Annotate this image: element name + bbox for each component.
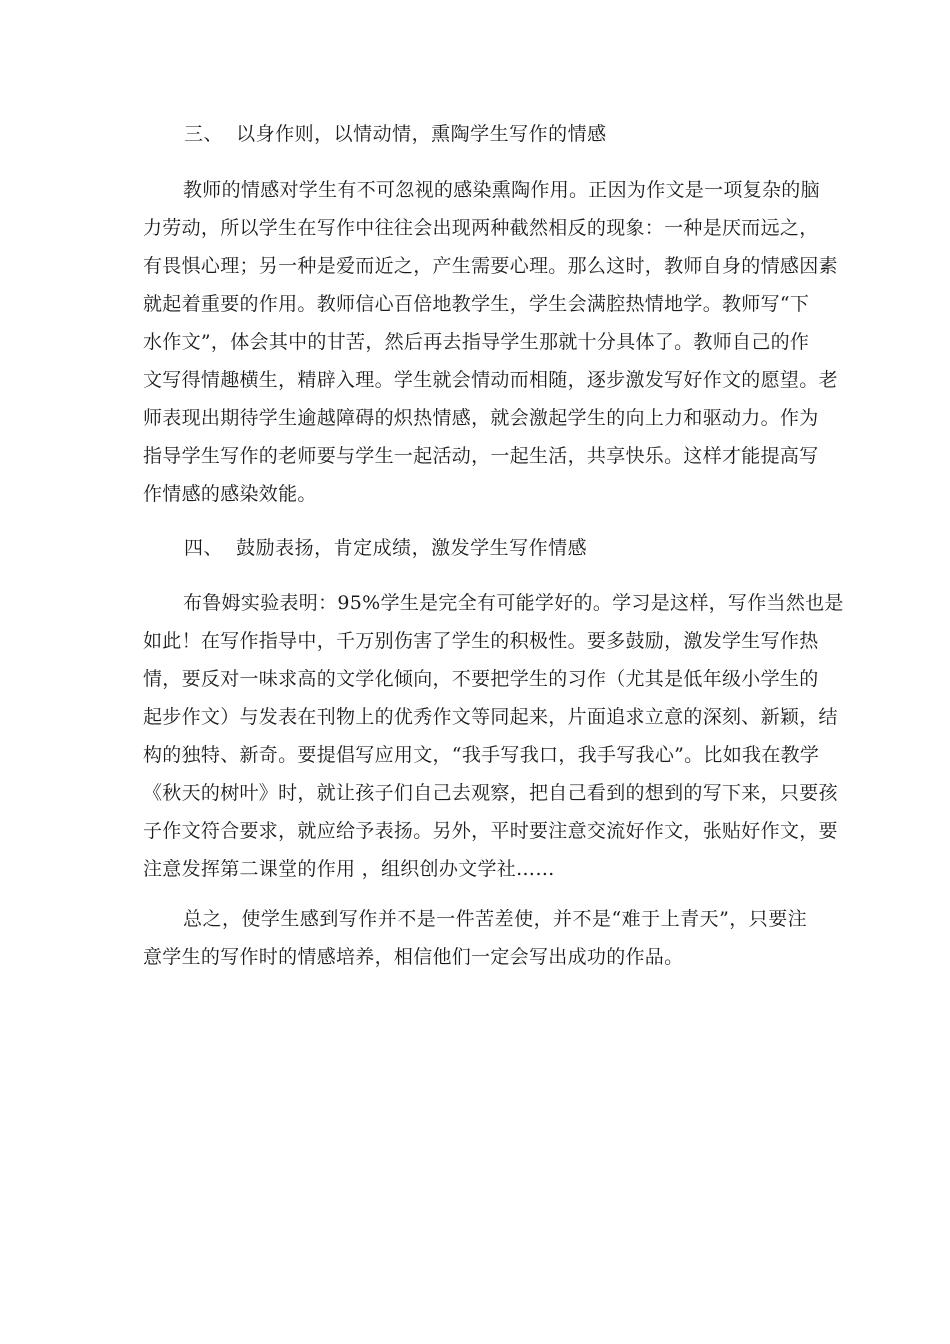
section-4-heading: 四、 鼓励表扬，肯定成绩，激发学生写作情感 (184, 537, 588, 559)
paragraph-line: 就起着重要的作用。教师信心百倍地教学生，学生会满腔热情地学。教师写“下 (143, 293, 810, 315)
paragraph-line: 力劳动，所以学生在写作中往往会出现两种截然相反的现象：一种是厌而远之， (143, 217, 819, 239)
paragraph-line: 子作文符合要求，就应给予表扬。另外，平时要注意交流好作文，张贴好作文，要 (143, 820, 838, 842)
paragraph-line: 作情感的感染效能。 (143, 483, 317, 505)
paragraph-line: 教师的情感对学生有不可忽视的感染熏陶作用。正因为作文是一项复杂的脑 (183, 179, 820, 201)
paragraph-line: 起步作文）与发表在刊物上的优秀作文等同起来，片面追求立意的深刻、新颖，结 (143, 706, 838, 728)
section-4-paragraph (143, 584, 844, 888)
paragraph-line: 意学生的写作时的情感培养，相信他们一定会写出成功的作品。 (143, 946, 684, 968)
paragraph-line: 文写得情趣横生，精辟入理。学生就会情动而相随，逐步激发写好作文的愿望。老 (143, 369, 838, 391)
paragraph-line: 如此！在写作指导中，千万别伤害了学生的积极性。要多鼓励，激发学生写作热 (143, 630, 819, 652)
conclusion-paragraph (143, 900, 807, 976)
paragraph-line: 情，要反对一味求高的文学化倾向，不要把学生的习作（尤其是低年级小学生的 (143, 668, 819, 690)
paragraph-line: 指导学生写作的老师要与学生一起活动，一起生活，共享快乐。这样才能提高写 (143, 445, 819, 467)
paragraph-line: 《秋天的树叶》时，就让孩子们自己去观察，把自己看到的想到的写下来，只要孩 (143, 782, 838, 804)
section-3-paragraph (143, 171, 838, 513)
paragraph-line: 总之，使学生感到写作并不是一件苦差使，并不是“难于上青天”，只要注 (183, 908, 807, 930)
paragraph-line: 水作文”，体会其中的甘苦，然后再去指导学生那就十分具体了。教师自己的作 (143, 331, 810, 353)
section-3-heading: 三、 以身作则，以情动情，熏陶学生写作的情感 (184, 123, 607, 145)
paragraph-line: 布鲁姆实验表明：95%学生是完全有可能学好的。学习是这样，写作当然也是 (183, 592, 844, 614)
paragraph-line: 有畏惧心理；另一种是爱而近之，产生需要心理。那么这时，教师自身的情感因素 (143, 255, 838, 277)
paragraph-line: 师表现出期待学生逾越障碍的炽热情感，就会激起学生的向上力和驱动力。作为 (143, 407, 819, 429)
paragraph-line: 注意发挥第二课堂的作用 ，组织创办文学社…… (143, 858, 555, 880)
paragraph-line: 构的独特、新奇。要提倡写应用文，“我手写我口，我手写我心”。比如我在教学 (143, 744, 820, 766)
